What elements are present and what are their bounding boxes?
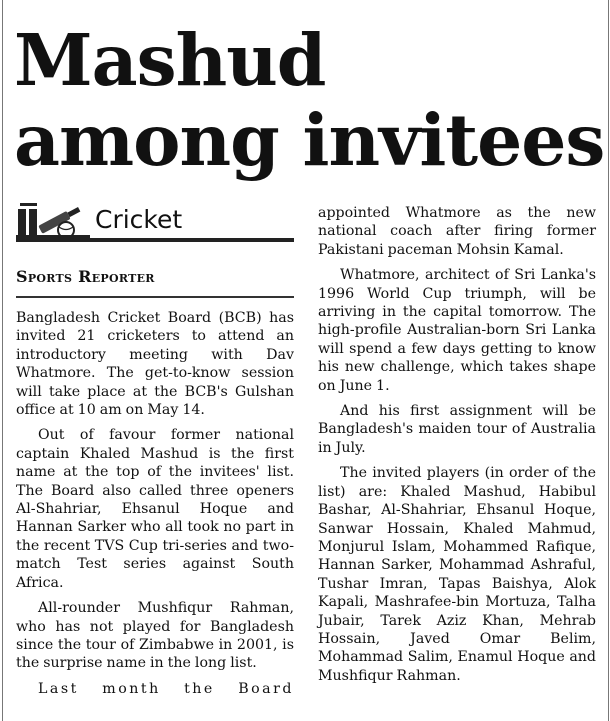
paragraph-1: Bangladesh Cricket Board (BCB) has invited 21 cricketers to attend an introductory meeting with Dav Whatmore. The get-to-know session will take place at the BCB's Gulshan office at 10 am on May 14. — [16, 310, 294, 419]
paragraph-7: The invited players (in order of the list) are: Khaled Mashud, Habibul Bashar, Al-Shahriar, Ehsanul Hoque, Sanwar Hossain, Khaled Mahmud, Monjurul Islam, Mohammed Rafique, Hannan Sarker, Mohammad Ashraful, Tushar Imran, Tapas Baishya, Alok Kapali, Mashrafee-bin Mortuza, Talha Jubair, Tarek Aziz Khan, Mehrab Hossain, Javed Omar Belim, Mohammad Salim, Enamul Hoque and Mushfiqur Rahman. — [318, 465, 596, 684]
byline: Sports Reporter — [16, 267, 155, 286]
section-label: Cricket — [95, 205, 183, 234]
paragraph-4-continued: appointed Whatmore as the new national coach after firing former Pakistani paceman Mohsin Kamal. — [318, 205, 596, 258]
right-column-rule — [608, 0, 609, 721]
section-tag — [16, 200, 294, 242]
paragraph-6: And his first assignment will be Bangladesh's maiden tour of Australia in July. — [318, 403, 596, 456]
article-column-right — [318, 204, 596, 692]
byline-rule — [16, 296, 294, 298]
cricket-bat-ball-icon — [16, 200, 90, 242]
section-underline — [16, 238, 294, 242]
headline: Mashud among invitees — [14, 18, 605, 182]
left-column-rule — [2, 0, 3, 721]
article-column-left — [16, 309, 294, 705]
paragraph-4-start: Last month the Board — [38, 680, 294, 697]
paragraph-5: Whatmore, architect of Sri Lanka's 1996 World Cup triumph, will be arriving in the capital tomorrow. The high-profile Australian-born Sri Lanka will spend a few days getting to know his new challenge, which takes shape on June 1. — [318, 267, 596, 394]
paragraph-3: All-rounder Mushfiqur Rahman, who has not played for Bangladesh since the tour of Zimbabwe in 2001, is the surprise name in the long list. — [16, 600, 294, 672]
paragraph-2: Out of favour former national captain Khaled Mashud is the first name at the top of the invitees' list. The Board also called three openers Al-Shahriar, Ehsanul Hoque and Hannan Sarker who all took no part in the recent TVS Cup tri-series and two-match Test series against South Africa. — [16, 427, 294, 591]
